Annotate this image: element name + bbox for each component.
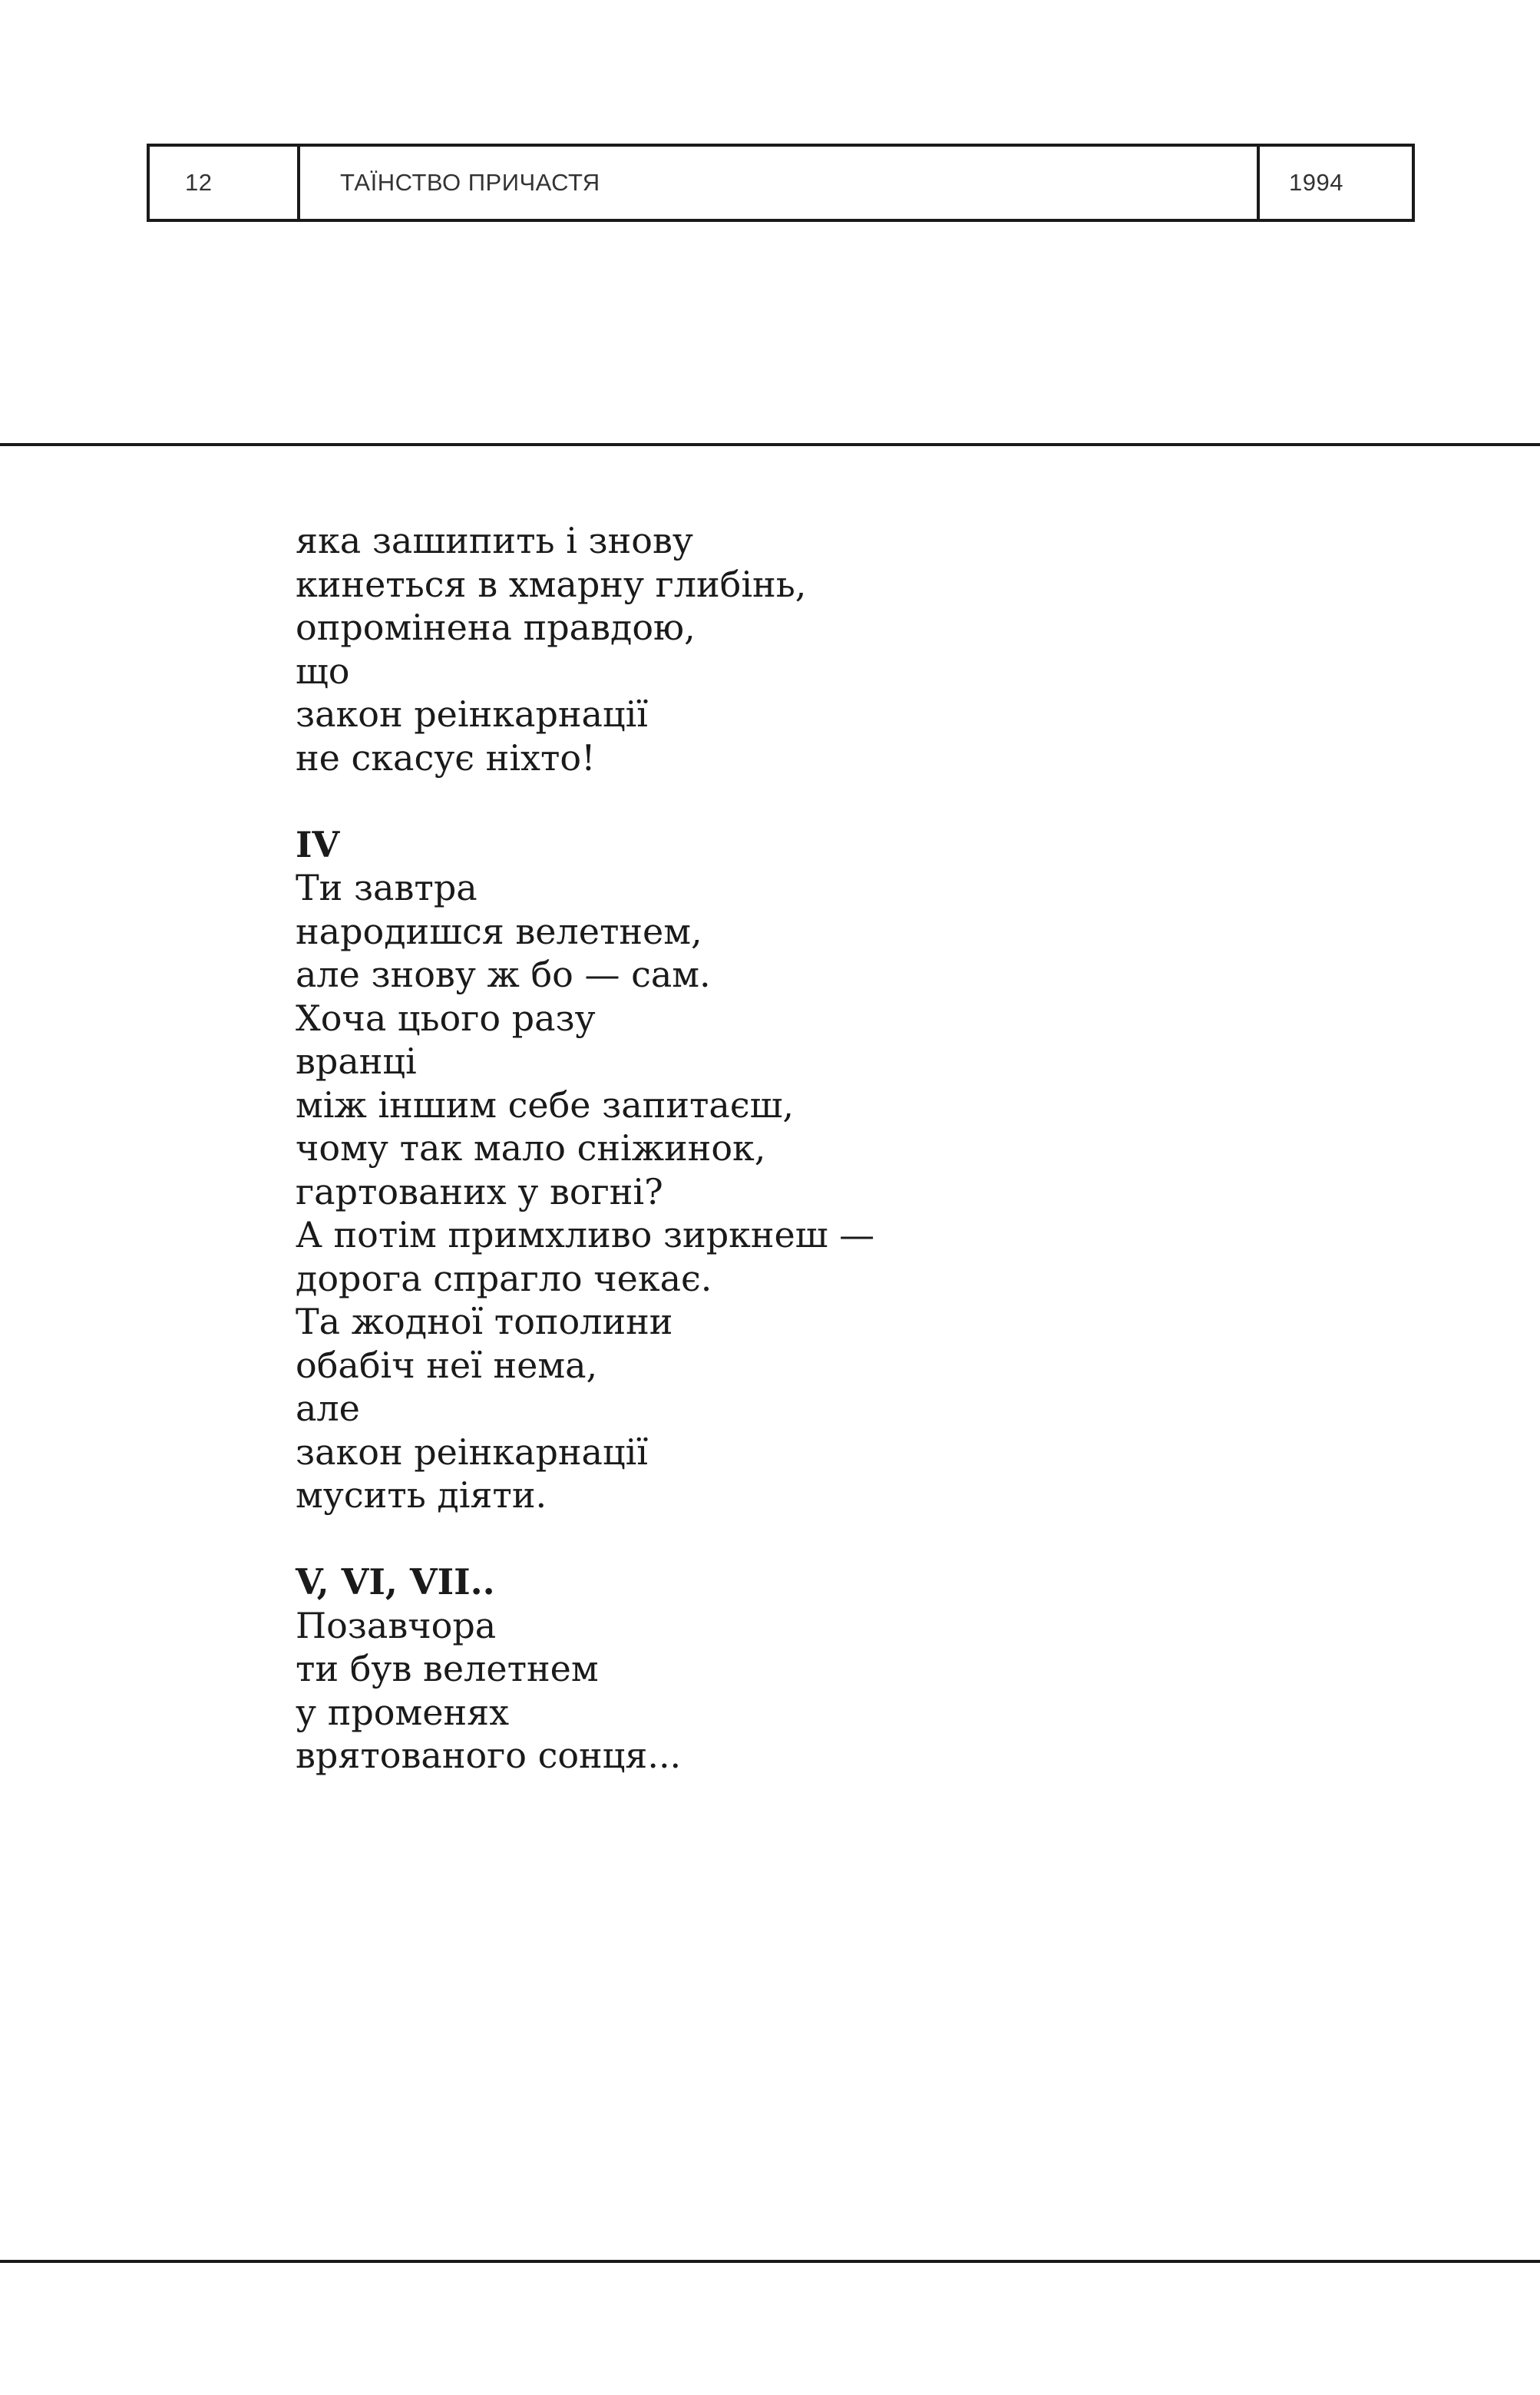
poem-line: народишся велетнем, (296, 910, 702, 952)
stanza-gap (296, 1517, 1370, 1561)
section-heading-iv: IV (296, 823, 340, 865)
poem-line: але знову ж бо — сам. (296, 954, 711, 995)
poem-body (296, 519, 1370, 1778)
poem-line: врятованого сонця... (296, 1735, 682, 1776)
year-cell (1260, 147, 1412, 219)
poem-line: у променях (296, 1691, 510, 1733)
poem-line: ти був велетнем (296, 1648, 599, 1689)
poem-line: опромінена правдою, (296, 607, 696, 648)
poem-line: чому так мало сніжинок, (296, 1127, 766, 1169)
poem-line: але (296, 1388, 360, 1429)
poem-line: дорога спрагло чекає. (296, 1257, 712, 1299)
poem-line: гартованих у вогні? (296, 1170, 663, 1212)
poem-line: Хоча цього разу (296, 997, 596, 1039)
section-heading-v: V, VI, VII.. (296, 1561, 495, 1603)
stanza-gap (296, 779, 1370, 823)
poem-line: Позавчора (296, 1604, 497, 1646)
stanza-iv (296, 823, 1370, 1517)
page-number: 12 (185, 169, 213, 196)
title-cell (300, 147, 1260, 219)
year: 1994 (1289, 169, 1343, 196)
bottom-divider (0, 2260, 1540, 2263)
poem-line: А потім примхливо зиркнеш — (296, 1214, 875, 1255)
poem-line: Та жодної тополини (296, 1301, 673, 1342)
poem-line: Ти завтра (296, 867, 478, 908)
poem-line: вранці (296, 1040, 417, 1082)
running-header (147, 144, 1415, 222)
page-number-cell (150, 147, 300, 219)
stanza-continued (296, 519, 1370, 779)
poem-line: не скасує ніхто! (296, 736, 596, 779)
poem-line: мусить діяти. (296, 1474, 547, 1516)
poem-line: закон реінкарнації (296, 1431, 648, 1473)
book-title: ТАЇНСТВО ПРИЧАСТЯ (340, 169, 600, 196)
poem-line: що (296, 650, 350, 692)
poem-line: обабіч неї нема, (296, 1344, 598, 1386)
poem-line: кинеться в хмарну глибінь, (296, 563, 807, 605)
poem-line: закон реінкарнації (296, 693, 648, 735)
poem-line: між іншим себе запитаєш, (296, 1083, 795, 1126)
poem-line: яка зашипить і знову (296, 520, 693, 561)
top-divider (0, 443, 1540, 446)
stanza-v (296, 1560, 1370, 1778)
